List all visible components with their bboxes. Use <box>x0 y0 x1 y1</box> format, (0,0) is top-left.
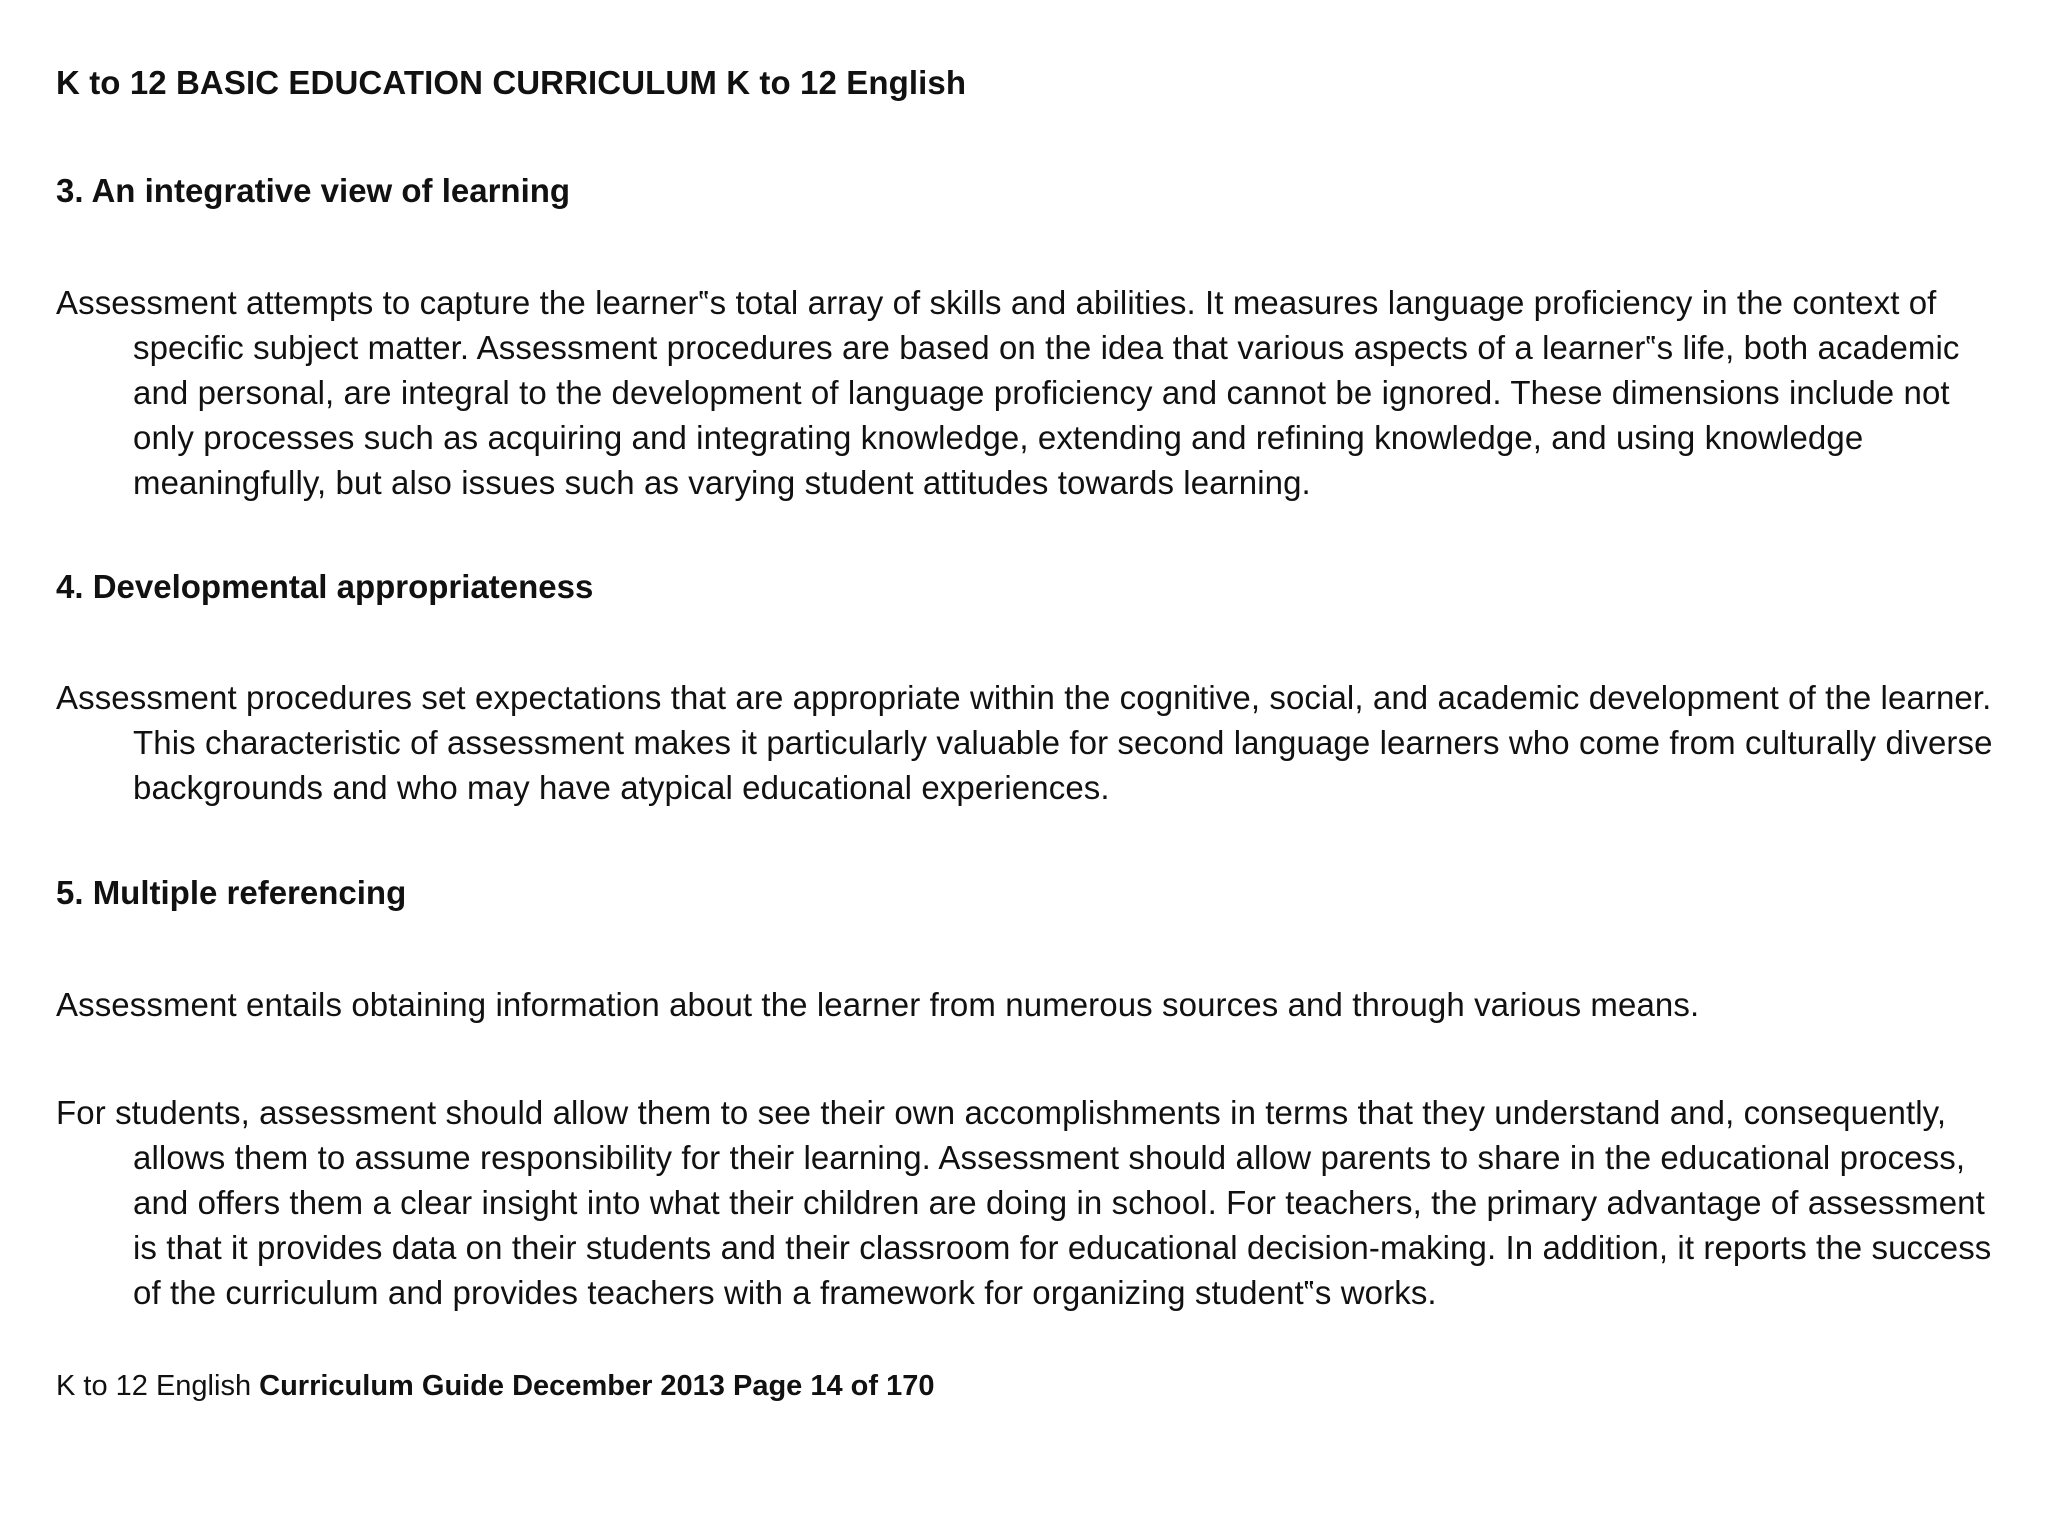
document-header: K to 12 BASIC EDUCATION CURRICULUM K to 12 English <box>56 64 967 101</box>
section-heading-integrative-view: 3. An integrative view of learning <box>56 172 571 209</box>
paragraph-multiple-referencing-sources: Assessment entails obtaining information about the learner from numerous sources and through various means. <box>56 986 1700 1023</box>
section-heading-multiple-referencing: 5. Multiple referencing <box>56 874 407 911</box>
paragraph-developmental-appropriateness: Assessment procedures set expectations that are appropriate within the cognitive, social, and academic development of the learner. This characteristic of assessment makes it particularly valuable for second language learners who come from culturally diverse backgrounds and who may have atypical educational experiences. <box>56 679 1993 806</box>
page-footer <box>56 1370 934 1403</box>
paragraph-multiple-referencing-benefits: For students, assessment should allow them to see their own accomplishments in terms that they understand and, consequently, allows them to assume responsibility for their learning. Assessment should allow parents to share in the educational process, and offers them a clear insight into what their children are doing in school. For teachers, the primary advantage of assessment is that it provides data on their students and their classroom for educational decision-making. In addition, it reports the success of the curriculum and provides teachers with a framework for organizing student‟s works. <box>56 1094 1992 1311</box>
footer-prefix: K to 12 English <box>56 1370 260 1402</box>
paragraph-integrative-view: Assessment attempts to capture the learner‟s total array of skills and abilities. It measures language proficiency in the context of specific subject matter. Assessment procedures are based on the idea that various aspects of a learner‟s life, both academic and personal, are integral to the development of language proficiency and cannot be ignored. These dimensions include not only processes such as acquiring and integrating knowledge, extending and refining knowledge, and using knowledge meaningfully, but also issues such as varying student attitudes towards learning. <box>56 284 1960 501</box>
footer-page-info: Curriculum Guide December 2013 Page 14 of 170 <box>259 1370 935 1402</box>
section-heading-developmental-appropriateness: 4. Developmental appropriateness <box>56 568 594 605</box>
